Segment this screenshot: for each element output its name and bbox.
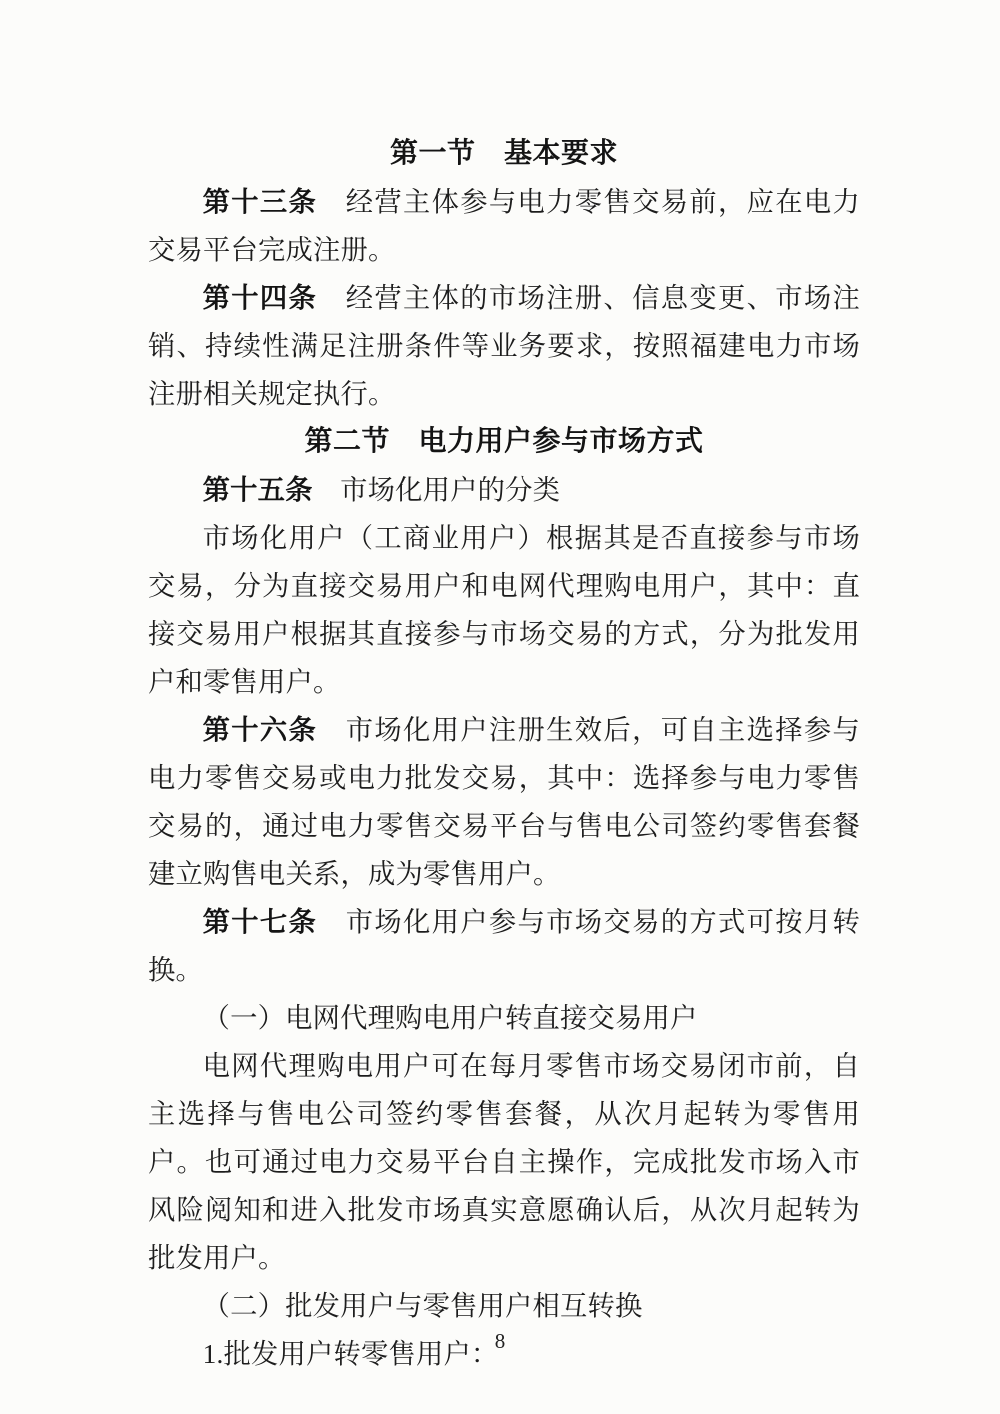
paragraph-text: （一）电网代理购电用户转直接交易用户: [202, 1003, 698, 1033]
article-number: 第十七条: [202, 907, 318, 937]
article-number: 第十六条: [202, 715, 318, 745]
paragraph-text: 1.批发用户转零售用户：: [202, 1339, 499, 1369]
paragraph: [148, 1282, 860, 1330]
paragraph-text: 经营主体参与电力零售交易前，应在电力交易平台完成注册。: [148, 187, 860, 265]
paragraph: [148, 514, 860, 706]
paragraph-text: 市场化用户参与市场交易的方式可按月转换。: [148, 907, 860, 985]
paragraph: [148, 178, 860, 274]
document-body: [148, 130, 860, 1378]
heading-text: 第一节 基本要求: [389, 138, 618, 169]
section-heading: [148, 130, 860, 178]
page-footer: [0, 1326, 1000, 1356]
paragraph-text: 市场化用户的分类: [312, 475, 561, 505]
article-number: 第十五条: [202, 475, 313, 505]
paragraph-text: 市场化用户（工商业用户）根据其是否直接参与市场交易，分为直接交易用户和电网代理购电用户，其中：直接交易用户根据其直接参与市场交易的方式，分为批发用户和零售用户。: [148, 523, 860, 697]
paragraph: [148, 466, 860, 514]
article-number: 第十三条: [202, 187, 318, 217]
paragraph: [148, 994, 860, 1042]
paragraph: [148, 274, 860, 418]
paragraph-text: 电网代理购电用户可在每月零售市场交易闭市前，自主选择与售电公司签约零售套餐，从次月起转为零售用户。也可通过电力交易平台自主操作，完成批发市场入市风险阅知和进入批发市场真实意愿确认后，从次月起转为批发用户。: [148, 1051, 860, 1273]
article-number: 第十四条: [202, 283, 318, 313]
section-heading: [148, 418, 860, 466]
paragraph: [148, 898, 860, 994]
paragraph: [148, 1042, 860, 1282]
paragraph-text: （二）批发用户与零售用户相互转换: [202, 1291, 643, 1321]
paragraph: [148, 706, 860, 898]
paragraph-text: 市场化用户注册生效后，可自主选择参与电力零售交易或电力批发交易，其中：选择参与电力零售交易的，通过电力零售交易平台与售电公司签约零售套餐建立购售电关系，成为零售用户。: [148, 715, 860, 889]
heading-text: 第二节 电力用户参与市场方式: [304, 426, 704, 457]
page-number: 8: [494, 1329, 506, 1353]
paragraph-text: 经营主体的市场注册、信息变更、市场注销、持续性满足注册条件等业务要求，按照福建电力市场注册相关规定执行。: [148, 283, 860, 409]
